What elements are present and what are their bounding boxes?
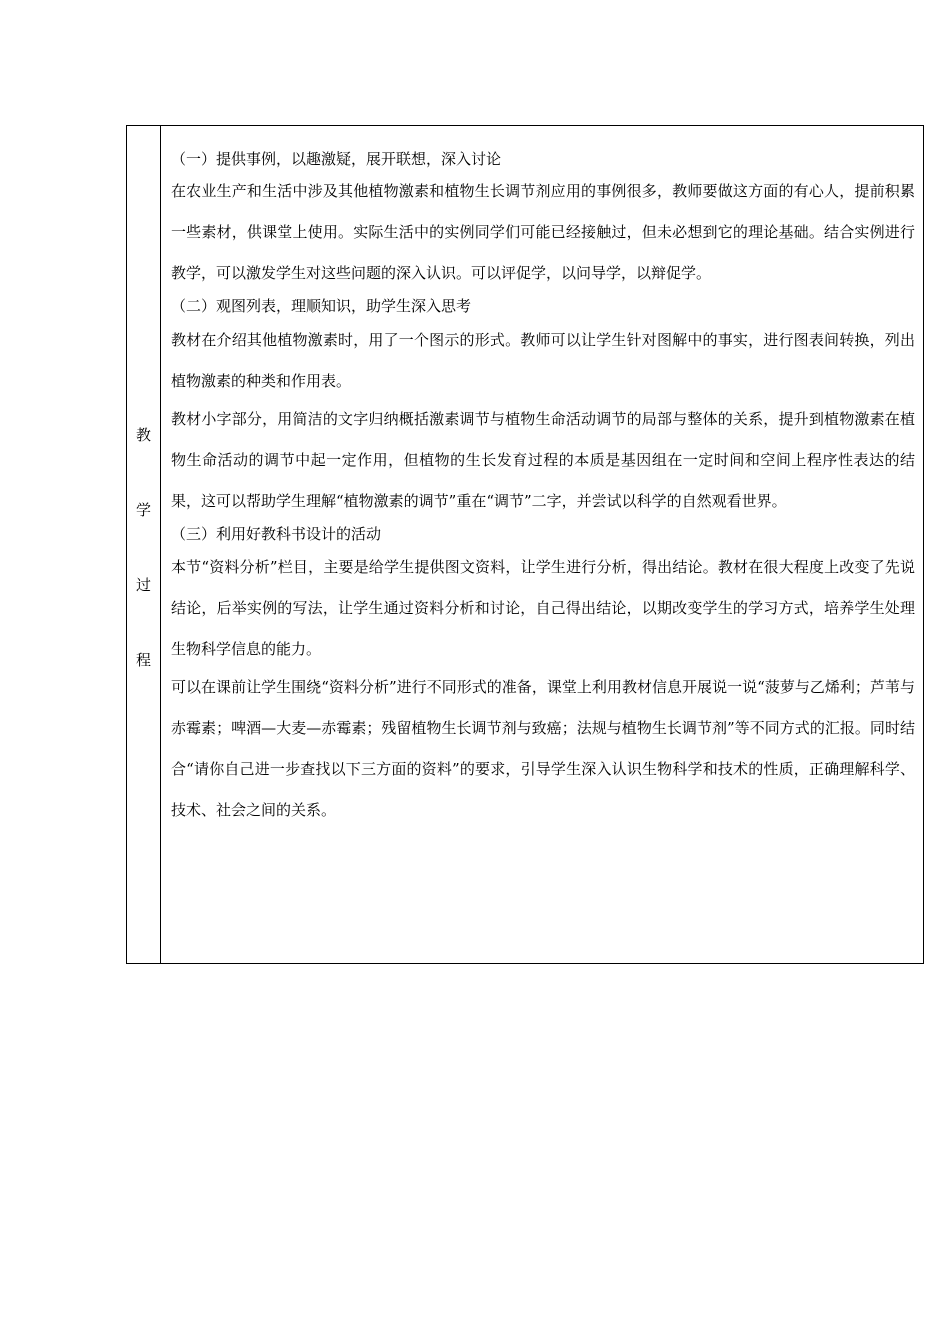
side-label-char: 教 [135,426,151,444]
paragraph-3: 教材小字部分，用简洁的文字归纳概括激素调节与植物生命活动调节的局部与整体的关系，提升到植物激素在植物生命活动的调节中起一定作用，但植物的生长发育过程的本质是基因组在一定时间和空间上程序性表达的结果，这可以帮助学生理解“植物激素的调节”重在“调节”二字，并尝试以科学的自然观看世界。 [171,410,915,510]
paragraph-5: 可以在课前让学生围绕“资料分析”进行不同形式的准备，课堂上利用教材信息开展说一说“菠萝与乙烯利；芦苇与赤霉素；啤酒—大麦—赤霉素；残留植物生长调节剂与致癌；法规与植物生长调节剂”等不同方式的汇报。同时结合“请你自己进一步查找以下三方面的资料”的要求，引导学生深入认识生物科学和技术的性质，正确理解科学、技术、社会之间的关系。 [171,678,915,819]
lesson-table [126,125,924,964]
content-cell [161,126,923,963]
paragraph-4: 本节“资料分析”栏目，主要是给学生提供图文资料，让学生进行分析，得出结论。教材在很大程度上改变了先说结论，后举实例的写法，让学生通过资料分析和讨论，自己得出结论，以期改变学生的学习方式，培养学生处理生物科学信息的能力。 [171,558,915,658]
paragraph-1: 在农业生产和生活中涉及其他植物激素和植物生长调节剂应用的事例很多，教师要做这方面的有心人，提前积累一些素材，供课堂上使用。实际生活中的实例同学们可能已经接触过，但未必想到它的理论基础。结合实例进行教学，可以激发学生对这些问题的深入认识。可以评促学，以问导学，以辩促学。 [171,182,915,282]
paragraph-2: 教材在介绍其他植物激素时，用了一个图示的形式。教师可以让学生针对图解中的事实，进行图表间转换，列出植物激素的种类和作用表。 [171,331,915,390]
side-label-char: 学 [135,501,151,519]
side-label-cell [127,126,161,963]
section-heading-1: （一）提供事例，以趣激疑，展开联想，深入讨论 [171,150,502,168]
side-label-char: 过 [135,576,151,594]
side-label-char: 程 [135,651,151,669]
section-heading-2: （二）观图列表，理顺知识，助学生深入思考 [171,297,472,315]
section-heading-3: （三）利用好教科书设计的活动 [171,525,382,543]
